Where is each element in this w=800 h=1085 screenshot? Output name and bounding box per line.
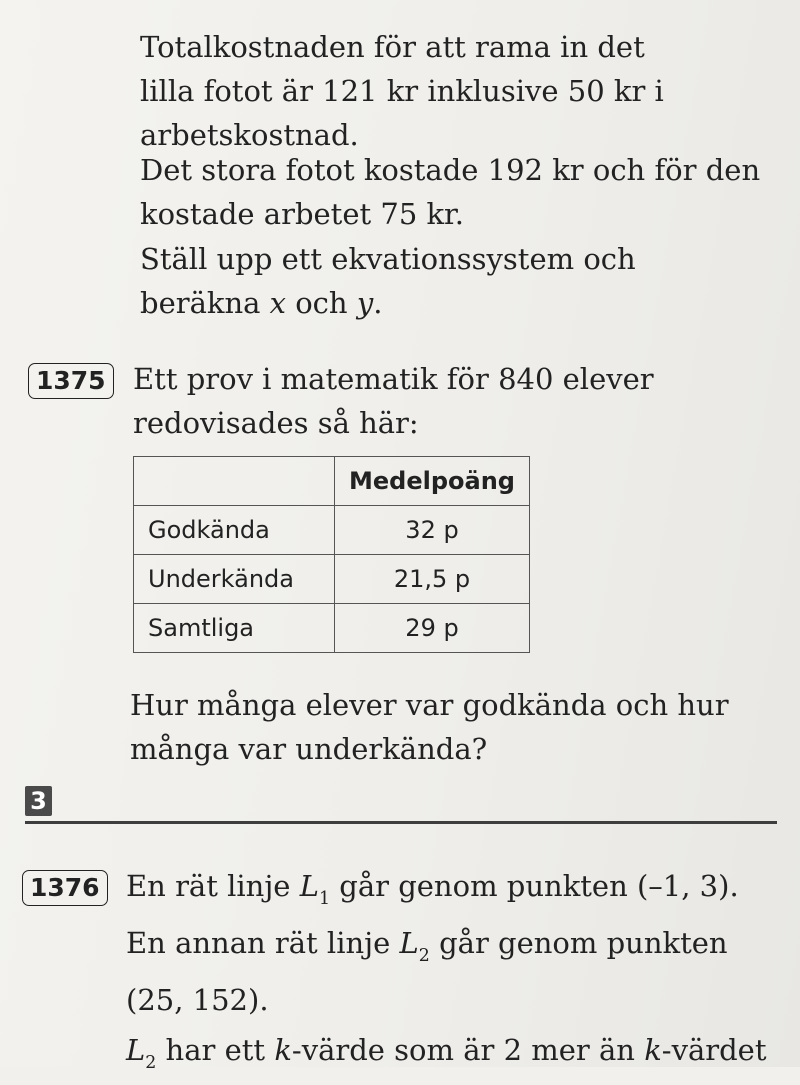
text-line: $L_2$ har ett k-värde som är 2 mer än k-värdet: [126, 1033, 767, 1073]
text-line: arbetskostnad.: [140, 118, 359, 152]
text-line: många var underkända?: [130, 732, 488, 766]
text-line: kostade arbetet 75 kr.: [140, 197, 464, 231]
row-label: Underkända: [134, 555, 335, 604]
variable-L: L: [126, 1033, 146, 1067]
para-cost-small-photo: [140, 25, 664, 157]
problem-1375-question: [130, 683, 729, 771]
row-label: Godkända: [134, 506, 335, 555]
text-line: beräkna x och y.: [140, 286, 383, 320]
level-badge: 3: [25, 786, 52, 816]
text-line: redovisades så här:: [133, 406, 419, 440]
results-table: [133, 456, 530, 653]
table-header-medelpoang: Medelpoäng: [335, 457, 530, 506]
table-row: [134, 604, 530, 653]
row-value: 29 p: [335, 604, 530, 653]
text-line: Ett prov i matematik för 840 elever: [133, 362, 654, 396]
text-line: En rät linje $L_1$ går genom punkten (–1, 3).: [126, 869, 739, 909]
text-line: Ställ upp ett ekvationssystem och: [140, 242, 636, 276]
row-value: 32 p: [335, 506, 530, 555]
table-header-row: [134, 457, 530, 506]
variable-k: k: [274, 1033, 292, 1067]
problem-1375-intro: [133, 357, 654, 445]
section-divider: [25, 821, 777, 824]
table-row: [134, 506, 530, 555]
variable-x: x: [269, 286, 286, 320]
text-line: Det stora fotot kostade 192 kr och för den: [140, 153, 761, 187]
text-line: Totalkostnaden för att rama in det: [140, 30, 645, 64]
variable-y: y: [356, 286, 374, 320]
text-line: lilla fotot är 121 kr inklusive 50 kr i: [140, 74, 664, 108]
row-label: Samtliga: [134, 604, 335, 653]
variable-L: L: [399, 926, 419, 960]
text-line: Hur många elever var godkända och hur: [130, 688, 729, 722]
variable-L: L: [299, 869, 319, 903]
row-value: 21,5 p: [335, 555, 530, 604]
para-cost-large-photo: [140, 148, 760, 236]
table-row: [134, 555, 530, 604]
text-line: En annan rät linje $L_2$ går genom punkten: [126, 926, 728, 966]
text-line: (25, 152).: [126, 983, 269, 1017]
problem-1376-text: [126, 864, 767, 1085]
problem-number-1375: 1375: [28, 363, 114, 399]
para-instruction: [140, 237, 636, 325]
problem-number-1376: 1376: [22, 870, 108, 906]
table-header-empty: [134, 457, 335, 506]
variable-k: k: [644, 1033, 662, 1067]
